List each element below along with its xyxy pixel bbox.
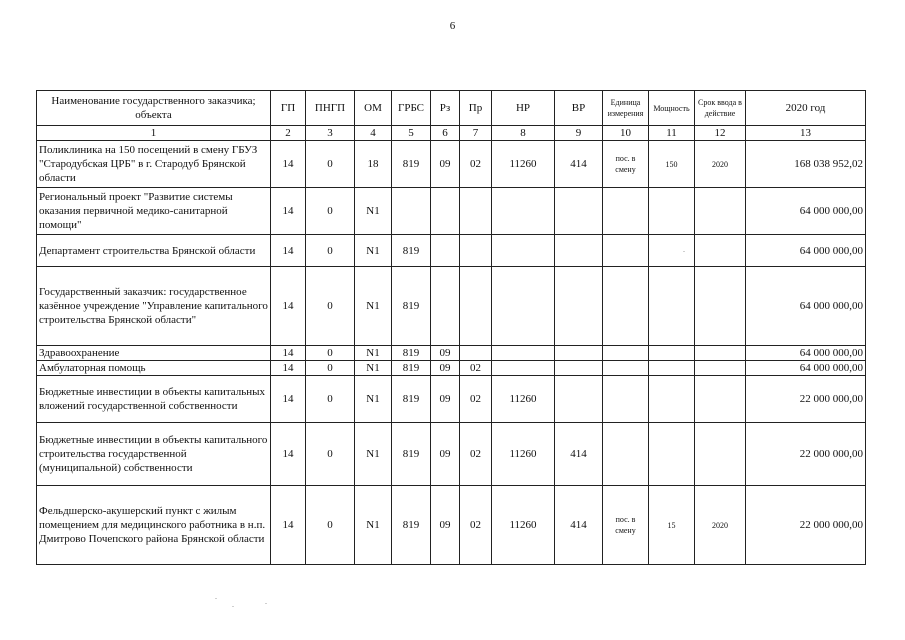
cell-pngp: 0 [306, 188, 355, 235]
cell-term: 2020 [695, 141, 746, 188]
cell-term [695, 188, 746, 235]
cell-grbs: 819 [392, 486, 431, 565]
header-gp: ГП [271, 91, 306, 126]
cell-rz: 09 [431, 346, 460, 361]
cell-amount: 64 000 000,00 [746, 188, 866, 235]
cell-unit: пос. в смену [603, 486, 649, 565]
column-number: 8 [492, 126, 555, 141]
cell-grbs [392, 188, 431, 235]
cell-rz [431, 267, 460, 346]
cell-vr [555, 376, 603, 423]
header-row [37, 91, 866, 126]
cell-vr [555, 235, 603, 267]
scan-speck [232, 606, 234, 607]
cell-amount: 64 000 000,00 [746, 235, 866, 267]
header-pr: Пр [460, 91, 492, 126]
cell-capacity [649, 423, 695, 486]
cell-amount: 22 000 000,00 [746, 376, 866, 423]
cell-grbs: 819 [392, 235, 431, 267]
cell-nr [492, 346, 555, 361]
header-nr: НР [492, 91, 555, 126]
cell-pr [460, 188, 492, 235]
cell-om: N1 [355, 346, 392, 361]
cell-pngp: 0 [306, 267, 355, 346]
cell-term [695, 361, 746, 376]
cell-pr: 02 [460, 423, 492, 486]
table-row [37, 423, 866, 486]
header-vr: ВР [555, 91, 603, 126]
cell-amount: 22 000 000,00 [746, 486, 866, 565]
cell-vr [555, 267, 603, 346]
column-number: 5 [392, 126, 431, 141]
cell-nr: 11260 [492, 376, 555, 423]
cell-om: N1 [355, 361, 392, 376]
cell-capacity: 150 [649, 141, 695, 188]
cell-unit [603, 267, 649, 346]
header-om: ОМ [355, 91, 392, 126]
cell-pngp: 0 [306, 423, 355, 486]
cell-pr [460, 235, 492, 267]
table-row [37, 361, 866, 376]
cell-term [695, 267, 746, 346]
cell-term [695, 376, 746, 423]
scan-speck [683, 251, 685, 252]
page-number: 6 [449, 20, 456, 32]
cell-vr [555, 346, 603, 361]
cell-nr [492, 188, 555, 235]
cell-gp: 14 [271, 423, 306, 486]
cell-gp: 14 [271, 346, 306, 361]
cell-gp: 14 [271, 235, 306, 267]
cell-capacity [649, 361, 695, 376]
cell-gp: 14 [271, 188, 306, 235]
cell-om: N1 [355, 235, 392, 267]
cell-unit [603, 235, 649, 267]
scan-speck [215, 598, 217, 599]
column-numbers-row [37, 126, 866, 141]
cell-rz: 09 [431, 141, 460, 188]
row-name: Департамент строительства Брянской области [37, 235, 271, 267]
row-name: Государственный заказчик: государственное казённое учреждение "Управление капитального строительства Брянской области" [37, 267, 271, 346]
column-number: 11 [649, 126, 695, 141]
cell-unit: пос. в смену [603, 141, 649, 188]
cell-gp: 14 [271, 361, 306, 376]
cell-om: 18 [355, 141, 392, 188]
cell-rz: 09 [431, 423, 460, 486]
cell-amount: 64 000 000,00 [746, 267, 866, 346]
row-name: Поликлиника на 150 посещений в смену ГБУЗ "Стародубская ЦРБ" в г. Стародуб Брянской области [37, 141, 271, 188]
cell-pr: 02 [460, 141, 492, 188]
cell-gp: 14 [271, 141, 306, 188]
header-term: Срок ввода в действие [695, 91, 746, 126]
cell-vr [555, 188, 603, 235]
cell-pngp: 0 [306, 486, 355, 565]
cell-grbs: 819 [392, 361, 431, 376]
cell-om: N1 [355, 486, 392, 565]
cell-unit [603, 346, 649, 361]
column-number: 12 [695, 126, 746, 141]
header-unit: Единица измерения [603, 91, 649, 126]
column-number: 13 [746, 126, 866, 141]
cell-pngp: 0 [306, 346, 355, 361]
cell-capacity [649, 376, 695, 423]
cell-pngp: 0 [306, 361, 355, 376]
header-rz: Рз [431, 91, 460, 126]
column-number: 6 [431, 126, 460, 141]
row-name: Амбулаторная помощь [37, 361, 271, 376]
cell-vr [555, 361, 603, 376]
cell-vr: 414 [555, 141, 603, 188]
table-row [37, 188, 866, 235]
cell-nr [492, 235, 555, 267]
cell-grbs: 819 [392, 423, 431, 486]
row-name: Здравоохранение [37, 346, 271, 361]
cell-term: 2020 [695, 486, 746, 565]
cell-gp: 14 [271, 376, 306, 423]
cell-vr: 414 [555, 486, 603, 565]
cell-unit [603, 376, 649, 423]
cell-capacity [649, 188, 695, 235]
cell-grbs: 819 [392, 346, 431, 361]
cell-gp: 14 [271, 486, 306, 565]
row-name: Фельдшерско-акушерский пункт с жилым помещением для медицинского работника в н.п. Дмитрово Почепского района Брянской области [37, 486, 271, 565]
cell-pngp: 0 [306, 376, 355, 423]
cell-term [695, 235, 746, 267]
cell-amount: 64 000 000,00 [746, 361, 866, 376]
cell-grbs: 819 [392, 141, 431, 188]
cell-amount: 22 000 000,00 [746, 423, 866, 486]
header-name: Наименование государственного заказчика; объекта [37, 91, 271, 126]
cell-rz: 09 [431, 376, 460, 423]
cell-amount: 64 000 000,00 [746, 346, 866, 361]
cell-grbs: 819 [392, 376, 431, 423]
budget-table [36, 90, 866, 565]
cell-pr [460, 346, 492, 361]
table-row [37, 141, 866, 188]
table-row [37, 267, 866, 346]
cell-nr: 11260 [492, 423, 555, 486]
cell-nr [492, 361, 555, 376]
cell-rz: 09 [431, 486, 460, 565]
cell-om: N1 [355, 376, 392, 423]
table-row [37, 346, 866, 361]
column-number: 1 [37, 126, 271, 141]
cell-nr: 11260 [492, 486, 555, 565]
header-grbs: ГРБС [392, 91, 431, 126]
cell-rz [431, 188, 460, 235]
row-name: Бюджетные инвестиции в объекты капитальных вложений государственной собственности [37, 376, 271, 423]
header-capacity: Мощность [649, 91, 695, 126]
table-row [37, 235, 866, 267]
cell-pr: 02 [460, 361, 492, 376]
cell-capacity [649, 267, 695, 346]
cell-rz: 09 [431, 361, 460, 376]
column-number: 2 [271, 126, 306, 141]
row-name: Региональный проект "Развитие системы оказания первичной медико-санитарной помощи" [37, 188, 271, 235]
cell-term [695, 346, 746, 361]
cell-pngp: 0 [306, 235, 355, 267]
column-number: 10 [603, 126, 649, 141]
column-number: 4 [355, 126, 392, 141]
cell-pr [460, 267, 492, 346]
cell-pr: 02 [460, 486, 492, 565]
cell-pr: 02 [460, 376, 492, 423]
cell-pngp: 0 [306, 141, 355, 188]
cell-unit [603, 188, 649, 235]
header-pngp: ПНГП [306, 91, 355, 126]
cell-capacity [649, 346, 695, 361]
cell-nr: 11260 [492, 141, 555, 188]
cell-gp: 14 [271, 267, 306, 346]
header-year: 2020 год [746, 91, 866, 126]
cell-om: N1 [355, 267, 392, 346]
cell-nr [492, 267, 555, 346]
cell-om: N1 [355, 188, 392, 235]
cell-capacity: 15 [649, 486, 695, 565]
cell-grbs: 819 [392, 267, 431, 346]
row-name: Бюджетные инвестиции в объекты капитального строительства государственной (муниципальной) собственности [37, 423, 271, 486]
cell-unit [603, 361, 649, 376]
cell-rz [431, 235, 460, 267]
table-row [37, 376, 866, 423]
scan-speck [265, 603, 267, 604]
table-row [37, 486, 866, 565]
column-number: 7 [460, 126, 492, 141]
cell-amount: 168 038 952,02 [746, 141, 866, 188]
cell-om: N1 [355, 423, 392, 486]
cell-term [695, 423, 746, 486]
cell-unit [603, 423, 649, 486]
column-number: 9 [555, 126, 603, 141]
cell-vr: 414 [555, 423, 603, 486]
cell-capacity [649, 235, 695, 267]
column-number: 3 [306, 126, 355, 141]
